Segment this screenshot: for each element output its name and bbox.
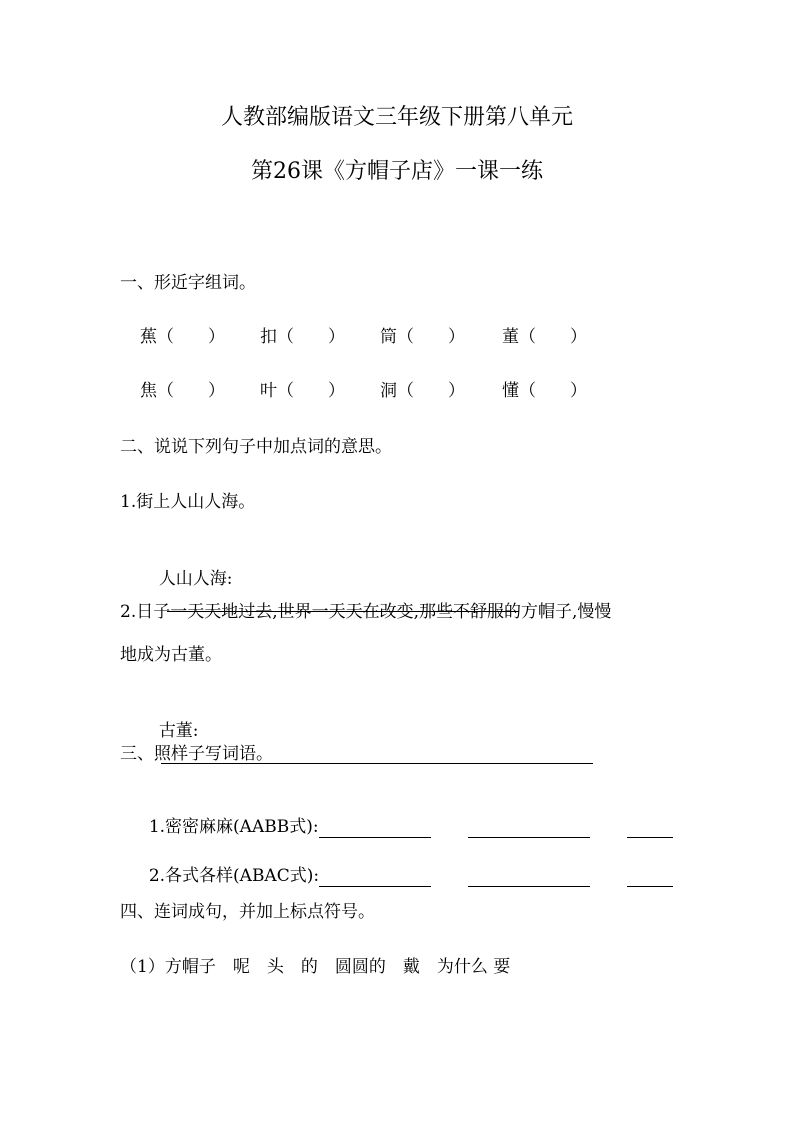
answer-blank[interactable] <box>627 868 673 887</box>
sentence-item-1: （1）方帽子 呢 头 的 圆圆的 戴 为什么 要 <box>120 957 511 977</box>
section4-heading: 四、连词成句，并加上标点符号。 <box>120 902 375 922</box>
question-2-line-1: 2.日子一天天地过去,世界一天天在改变,那些不舒服的方帽子,慢慢 <box>120 602 612 622</box>
question-2-line-2: 地成为古董。 <box>120 645 222 665</box>
section1-heading: 一、形近字组词。 <box>120 273 256 293</box>
answer-label: 古董: <box>158 721 199 741</box>
word-group-item: 叶（ ） <box>260 381 345 401</box>
word-group-row-2 <box>140 380 620 402</box>
answer-blank[interactable] <box>468 819 590 838</box>
answer-label: 人山人海: <box>158 569 233 589</box>
answer-blank[interactable] <box>627 819 673 838</box>
word-group-row-1 <box>140 326 620 348</box>
answer-blank[interactable] <box>319 868 431 887</box>
word-group-item: 筒（ ） <box>380 327 465 347</box>
word-group-item: 董（ ） <box>502 327 587 347</box>
pattern-item-1 <box>138 794 673 838</box>
word-group-item: 焦（ ） <box>140 381 225 401</box>
page-title: 人教部编版语文三年级下册第八单元 <box>220 105 573 130</box>
section2-heading: 二、说说下列句子中加点词的意思。 <box>120 437 392 457</box>
pattern-item-2 <box>138 843 673 887</box>
word-group-item: 蕉（ ） <box>140 327 225 347</box>
answer-blank[interactable] <box>319 819 431 838</box>
pattern-label: 1.密密麻麻(AABB式): <box>148 817 319 837</box>
question-1: 1.街上人山人海。 <box>120 492 256 512</box>
section3-heading: 三、照样子写词语。 <box>120 744 273 764</box>
answer-blank[interactable] <box>468 868 590 887</box>
page-subtitle: 第26课《方帽子店》一课一练 <box>251 159 543 184</box>
word-group-item: 扣（ ） <box>260 327 345 347</box>
word-group-item: 洞（ ） <box>380 381 465 401</box>
pattern-label: 2.各式各样(ABAC式): <box>148 866 320 886</box>
word-group-item: 懂（ ） <box>502 381 587 401</box>
